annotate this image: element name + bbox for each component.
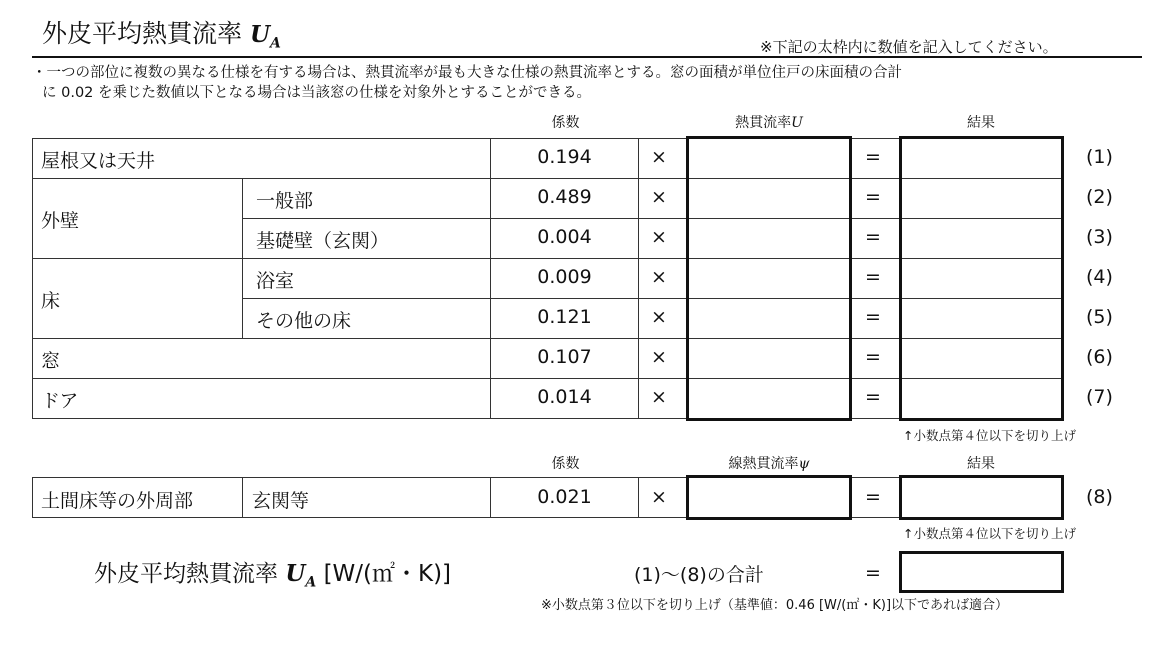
result-input-8[interactable] [899,475,1064,520]
result-input-4[interactable] [902,259,1061,298]
row-divider [638,338,687,339]
multiply-sign: × [651,346,667,368]
u-value-input-1[interactable] [689,139,849,178]
result-header-2: 結果 [967,456,995,472]
category-window: 窓 [41,350,61,372]
row-divider [852,178,899,179]
result-input-1[interactable] [902,139,1061,178]
row-divider [638,298,687,299]
row-divider [32,378,639,379]
row-ref: (2) [1086,186,1113,208]
equals-sign: = [865,226,881,248]
equals-sign: = [865,562,881,584]
psi-value-input[interactable] [686,475,852,520]
row-ref: (5) [1086,306,1113,328]
sub-general: 一般部 [256,190,314,212]
multiply-sign: × [651,226,667,248]
coef-value: 0.014 [537,386,592,408]
sub-other-floor: その他の床 [256,310,352,332]
coef-value: 0.107 [537,346,592,368]
rounding-note: ↑小数点第４位以下を切り上げ [903,428,1076,443]
u-value-input-4[interactable] [689,259,849,298]
multiply-sign: × [651,266,667,288]
row-divider [852,298,899,299]
row-divider [852,218,899,219]
coef-value: 0.121 [537,306,592,328]
row-divider [852,258,899,259]
equals-sign: = [865,186,881,208]
row-ref: (4) [1086,266,1113,288]
column-divider [242,477,243,518]
description-line-2: に 0.02 を乗じた数値以下となる場合は当該窓の仕様を対象外とすることができる。 [42,85,592,101]
title-text: 外皮平均熱貫流率 [42,19,243,48]
u-value-header: 熱貫流率U [735,115,803,131]
category-floor: 床 [41,290,61,312]
category-roof: 屋根又は天井 [41,150,156,172]
multiply-sign: × [651,486,667,508]
coef-value: 0.194 [537,146,592,168]
u-value-input-7[interactable] [689,379,849,418]
unit-label: [W/(㎡・K)] [323,561,452,587]
sub-foundation-wall: 基礎壁（玄関） [256,230,390,252]
sub-bathroom: 浴室 [256,270,295,292]
bottom-note: ※小数点第３位以下を切り上げ（基準値：0.46 [W/(㎡・K)]以下であれば適合） [541,598,1009,613]
equals-sign: = [865,266,881,288]
row-divider [638,258,687,259]
page-title [42,14,281,52]
row-divider [852,338,899,339]
equals-sign: = [865,486,881,508]
result-input-5[interactable] [902,299,1061,338]
category-perimeter: 土間床等の外周部 [41,490,194,512]
row-ref: (1) [1086,146,1113,168]
coef-header: 係数 [551,115,580,131]
multiply-sign: × [651,146,667,168]
column-divider [638,477,639,518]
result-input-6[interactable] [902,339,1061,378]
coef-value: 0.004 [537,226,592,248]
row-divider [638,218,687,219]
equals-sign: = [865,386,881,408]
row-ref: (6) [1086,346,1113,368]
multiply-sign: × [651,186,667,208]
u-value-input-2[interactable] [689,179,849,218]
row-ref: (3) [1086,226,1113,248]
category-door: ドア [41,390,79,412]
equals-sign: = [865,346,881,368]
row-divider [852,378,899,379]
row-divider [638,178,687,179]
total-input[interactable] [899,551,1064,593]
rounding-note-2: ↑小数点第４位以下を切り上げ [903,526,1076,541]
header-divider [32,56,1142,58]
coef-header-2: 係数 [551,456,580,472]
total-label: 外皮平均熱貫流率 $U_A$ [W/(㎡・K)] [94,560,452,591]
equals-sign: = [865,146,881,168]
result-header: 結果 [967,115,995,131]
sum-label: (1)〜(8)の合計 [634,564,764,586]
column-divider [242,178,243,338]
category-exterior-wall: 外壁 [41,210,80,232]
description [32,63,902,103]
psi-value-header: 線熱貫流率ψ [728,456,810,472]
row-divider [242,298,639,299]
row-divider [32,258,639,259]
result-input-3[interactable] [902,219,1061,258]
row-divider [638,378,687,379]
multiply-sign: × [651,306,667,328]
row-ref: (8) [1086,486,1113,508]
coef-value: 0.009 [537,266,592,288]
row-ref: (7) [1086,386,1113,408]
coef-value: 0.021 [537,486,592,508]
u-value-input-5[interactable] [689,299,849,338]
instruction-note: ※下記の太枠内に数値を記入してください。 [760,38,1058,56]
u-value-input-6[interactable] [689,339,849,378]
row-divider [242,218,639,219]
u-value-input-3[interactable] [689,219,849,258]
multiply-sign: × [651,386,667,408]
sub-entrance: 玄関等 [252,490,310,512]
result-input-7[interactable] [902,379,1061,418]
result-input-2[interactable] [902,179,1061,218]
description-line-1: ・一つの部位に複数の異なる仕様を有する場合は、熱貫流率が最も大きな仕様の熱貫流率とする。窓の面積が単位住戸の床面積の合計 [32,65,902,81]
row-divider [32,178,639,179]
row-divider [32,338,639,339]
coef-value: 0.489 [537,186,592,208]
title-symbol: $U_A$ [249,21,281,52]
equals-sign: = [865,306,881,328]
